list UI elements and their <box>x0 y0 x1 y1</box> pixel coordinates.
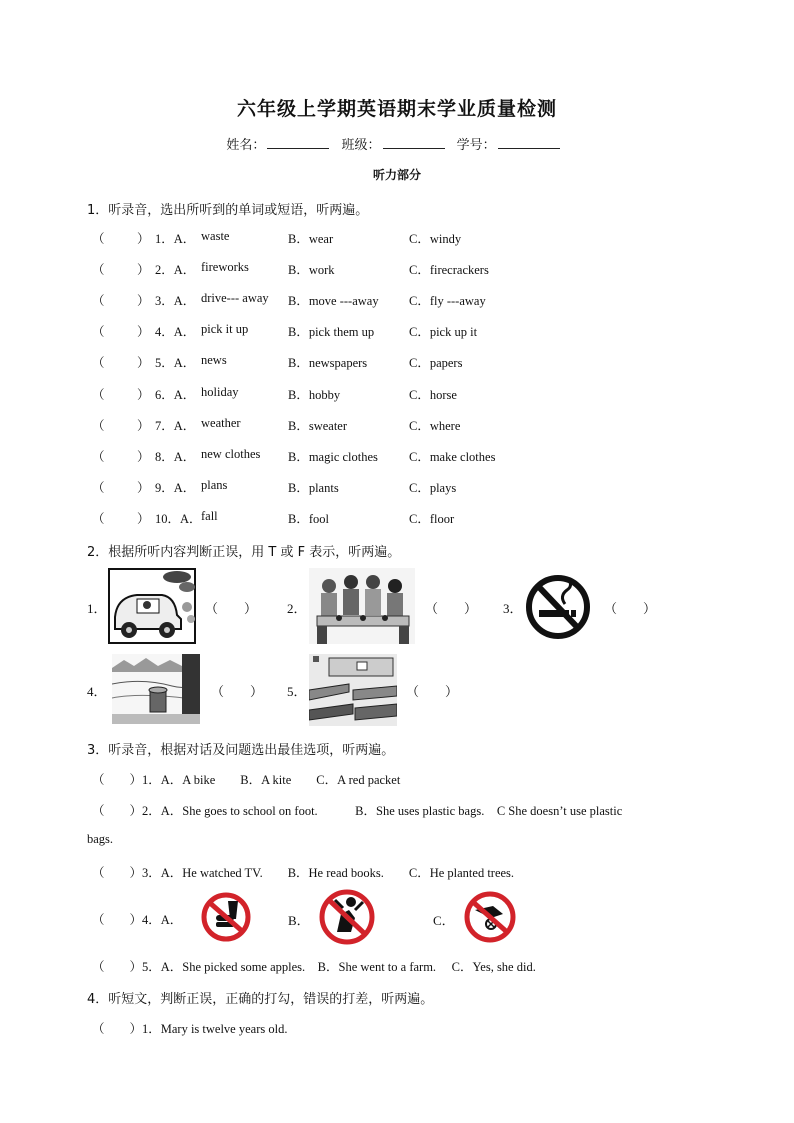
id-label: 学号： <box>456 138 496 153</box>
option-c: C．pick up it <box>409 325 478 340</box>
option-c: C．firecrackers <box>409 263 489 278</box>
question-number: 9．A． <box>155 480 196 495</box>
no-eating-icon <box>198 891 254 943</box>
page-title: 六年级上学期英语期末学业质量检测 <box>236 98 557 120</box>
question-number: 8．A． <box>155 449 196 464</box>
question-number: 3．A． <box>155 294 196 309</box>
picture-label-5: 5． <box>287 684 307 699</box>
answer-paren-open[interactable]: （ <box>92 387 105 402</box>
option-a: new clothes <box>201 446 261 461</box>
answer-paren-2[interactable]: （ ） <box>425 601 478 616</box>
option-b: B．work <box>288 263 335 278</box>
answer-paren-close[interactable]: ） <box>137 387 150 402</box>
class-blank[interactable] <box>383 136 445 149</box>
answer-paren-open[interactable]: （ <box>92 511 105 526</box>
s3-q4-c-label: C． <box>433 913 455 928</box>
car-pollution-picture <box>107 567 197 645</box>
no-smoking-icon <box>525 568 591 646</box>
answer-paren-close[interactable]: ） <box>137 480 150 495</box>
no-picking-flowers-icon <box>461 890 519 944</box>
option-c: C．fly ---away <box>409 294 486 309</box>
answer-paren-close[interactable]: ） <box>137 232 150 246</box>
picture-label-4: 4． <box>87 684 107 699</box>
question-number: 6．A． <box>155 387 196 402</box>
option-c: C．floor <box>409 511 455 526</box>
answer-paren-open[interactable]: （ <box>92 449 105 464</box>
s3-question-3: （ ）3．A．He watched TV. B．He read books. C．He planted trees. <box>92 866 515 880</box>
question-number: 4．A． <box>155 325 196 340</box>
name-blank[interactable] <box>267 136 329 149</box>
answer-paren-1[interactable]: （ ） <box>205 601 258 616</box>
option-c: C．horse <box>409 387 457 402</box>
option-b: B．move ---away <box>288 294 379 309</box>
answer-paren-close[interactable]: ） <box>137 418 150 433</box>
no-climbing-icon <box>313 888 381 946</box>
option-a: plans <box>201 477 228 492</box>
option-b: B．hobby <box>288 387 341 402</box>
s4-question-1: （ ）1．Mary is twelve years old. <box>92 1022 288 1036</box>
question-number: 2．A． <box>155 263 196 278</box>
option-a: drive--- away <box>201 291 269 306</box>
section-2-heading: 2．根据所听内容判断正误，用 T 或 F 表示，听两遍。 <box>87 545 401 560</box>
option-c: C．where <box>409 418 461 433</box>
id-blank[interactable] <box>498 136 560 149</box>
option-c: C．make clothes <box>409 449 496 464</box>
classroom-picture <box>309 654 397 726</box>
option-a: pick it up <box>201 322 249 337</box>
name-label: 姓名： <box>226 138 266 153</box>
answer-paren-open[interactable]: （ <box>92 294 105 309</box>
option-b: B．magic clothes <box>288 449 378 464</box>
answer-paren-open[interactable]: （ <box>92 480 105 495</box>
question-number: 7．A． <box>155 418 196 433</box>
answer-paren-close[interactable]: ） <box>137 356 150 371</box>
student-info <box>0 134 794 153</box>
option-a: fall <box>201 508 218 523</box>
family-dinner-picture <box>309 568 415 644</box>
option-b: B．wear <box>288 232 334 246</box>
section-1-heading: 1．听录音，选出所听到的单词或短语，听两遍。 <box>87 203 369 218</box>
option-b: B．sweater <box>288 418 348 433</box>
option-b: B．pick them up <box>288 325 375 340</box>
picture-label-2: 2． <box>287 601 307 616</box>
option-a: holiday <box>201 384 239 399</box>
answer-paren-close[interactable]: ） <box>137 325 150 340</box>
picture-label-3: 3． <box>503 601 523 616</box>
question-number: 5．A． <box>155 356 196 371</box>
s3-q4-b-label: B． <box>288 913 310 928</box>
section-3-heading: 3．听录音，根据对话及问题选出最佳选项，听两遍。 <box>87 743 395 758</box>
picture-label-1: 1． <box>87 601 107 616</box>
option-a: weather <box>201 415 241 430</box>
s3-question-2-cont: bags. <box>87 832 114 846</box>
answer-paren-open[interactable]: （ <box>92 356 105 371</box>
s3-question-4: （ ）4．A． <box>92 913 183 927</box>
answer-paren-5[interactable]: （ ） <box>406 684 459 699</box>
option-b: B．fool <box>288 511 329 526</box>
s3-question-5: （ ）5．A．She picked some apples. B．She went to a farm. C．Yes, she did. <box>92 960 536 974</box>
answer-paren-open[interactable]: （ <box>92 263 105 278</box>
answer-paren-close[interactable]: ） <box>137 511 150 526</box>
option-b: B．plants <box>288 480 339 495</box>
option-a: news <box>201 353 227 368</box>
s3-question-2: （ ）2．A．She goes to school on foot. B．She uses plastic bags. C She doesn’t use plastic <box>92 804 623 818</box>
question-number: 10．A． <box>155 511 202 526</box>
question-number: 1．A． <box>155 232 196 246</box>
tree-stump-picture <box>112 654 200 724</box>
s3-question-1: （ ）1．A．A bike B．A kite C．A red packet <box>92 773 401 787</box>
section-4-heading: 4．听短文，判断正误，正确的打勾，错误的打差，听两遍。 <box>87 992 434 1007</box>
option-c: C．windy <box>409 232 462 246</box>
class-label: 班级： <box>341 138 381 153</box>
answer-paren-3[interactable]: （ ） <box>604 601 657 616</box>
option-c: C．plays <box>409 480 457 495</box>
answer-paren-open[interactable]: （ <box>92 325 105 340</box>
answer-paren-open[interactable]: （ <box>92 232 105 246</box>
option-b: B．newspapers <box>288 356 368 371</box>
answer-paren-close[interactable]: ） <box>137 294 150 309</box>
option-a: fireworks <box>201 260 249 275</box>
section-subtitle: 听力部分 <box>372 168 421 182</box>
answer-paren-open[interactable]: （ <box>92 418 105 433</box>
answer-paren-close[interactable]: ） <box>137 449 150 464</box>
answer-paren-4[interactable]: （ ） <box>211 684 264 699</box>
option-a: waste <box>201 229 230 243</box>
option-c: C．papers <box>409 356 463 371</box>
answer-paren-close[interactable]: ） <box>137 263 150 278</box>
